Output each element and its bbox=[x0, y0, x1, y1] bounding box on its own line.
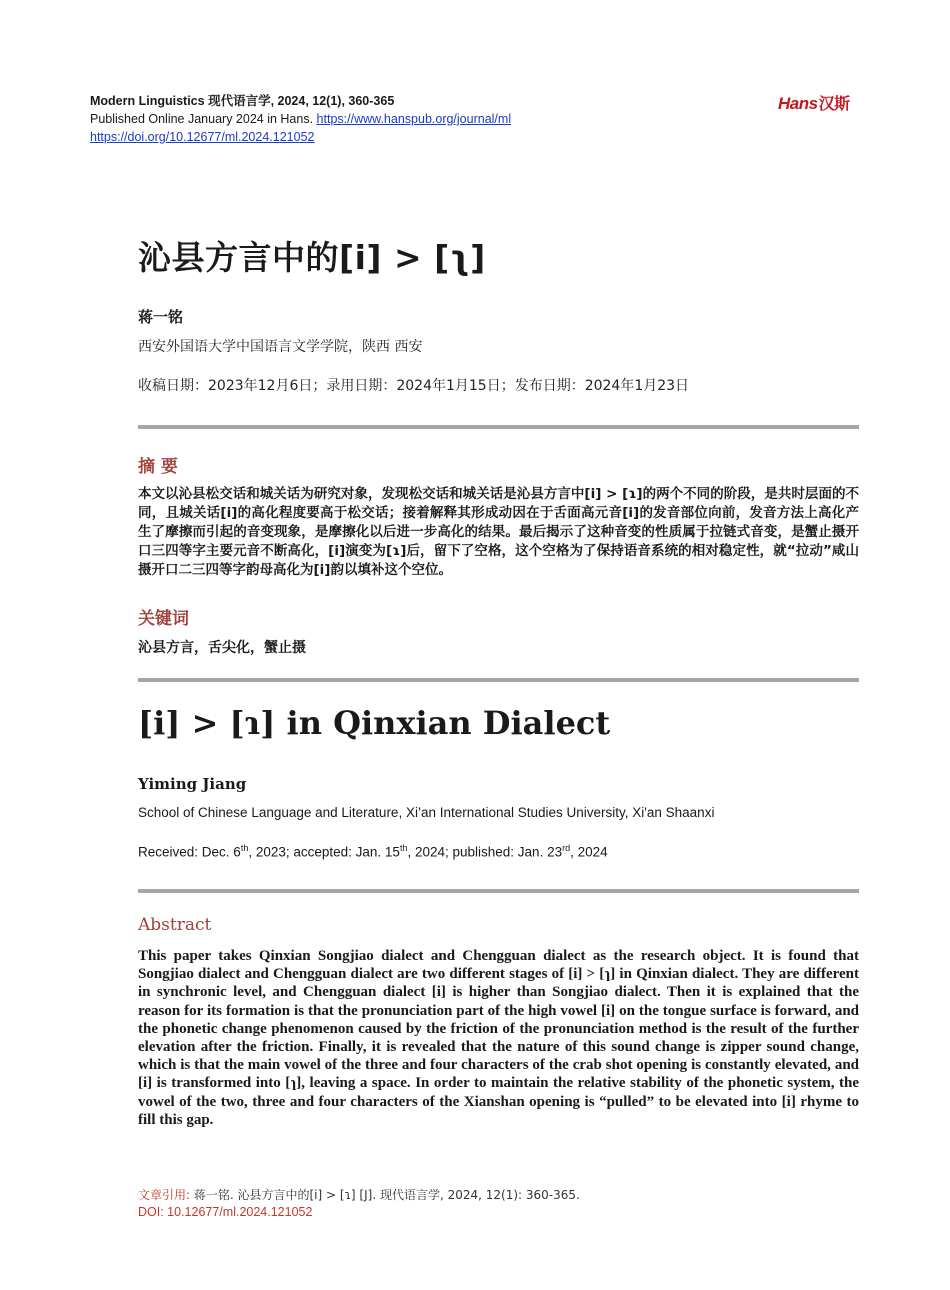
logo-latin: Hans bbox=[778, 94, 818, 113]
journal-header bbox=[90, 92, 870, 146]
citation-doi: DOI: 10.12677/ml.2024.121052 bbox=[138, 1205, 313, 1219]
journal-citation-line bbox=[90, 92, 870, 110]
page-title-en: [i] > [ɿ] in Qinxian Dialect bbox=[138, 704, 611, 742]
journal-cn-citation: 现代语言学, 2024, 12(1), 360-365 bbox=[208, 94, 395, 108]
affiliation-en: School of Chinese Language and Literature, Xi’an International Studies University, Xi'an Shaanxi bbox=[138, 805, 715, 820]
page-title-cn: 沁县方言中的[i] > [ʅ] bbox=[138, 238, 486, 277]
keywords-cn: 沁县方言，舌尖化，蟹止摄 bbox=[138, 640, 306, 656]
journal-url-link[interactable]: https://www.hanspub.org/journal/ml bbox=[316, 112, 512, 126]
author-cn: 蒋一铭 bbox=[138, 308, 184, 326]
dates-cn: 收稿日期：2023年12月6日；录用日期：2024年1月15日；发布日期：2024年1月23日 bbox=[138, 378, 690, 394]
divider-bottom bbox=[138, 889, 859, 893]
dates-en: Received: Dec. 6th, 2023; accepted: Jan. 15th, 2024; published: Jan. 23rd, 2024 bbox=[138, 843, 608, 860]
abstract-heading-en: Abstract bbox=[138, 915, 212, 935]
logo-cn: 汉斯 bbox=[818, 96, 850, 113]
affiliation-cn: 西安外国语大学中国语言文学学院，陕西 西安 bbox=[138, 339, 423, 355]
divider-middle bbox=[138, 678, 859, 682]
divider-top bbox=[138, 425, 859, 429]
published-line bbox=[90, 110, 870, 128]
doi-url-link[interactable]: https://doi.org/10.12677/ml.2024.121052 bbox=[90, 130, 315, 144]
hans-logo bbox=[778, 91, 850, 114]
keywords-heading-cn: 关键词 bbox=[138, 609, 189, 629]
abstract-en: This paper takes Qinxian Songjiao dialect and Chengguan dialect as the research object. It is found that Songjiao dialect and Chengguan dialect are two different stages of [i] > [ɿ] in Qinxian dialect. They are different in synchronic level, and Chengguan dialect [i] is higher than Songjiao dialect. Then it is explained that the reason for its formation is that the pronunciation part of the high vowel [i] on the tongue surface is forward, and the phonetic change phenomenon caused by the friction of the pronunciation method is the result of the further elevation after the friction. Finally, it is revealed that the nature of this sound change is zipper sound change, which is that the main vowel of the three and four characters of the crab shot opening is constantly elevated, and [i] is transformed into [ɿ], leaving a space. In order to maintain the relative stability of the phonetic system, the vowel of the two, three and four characters of the Xianshan opening is “pulled” to be elevated into [i] rhyme to fill this gap. bbox=[138, 948, 859, 1128]
author-en: Yiming Jiang bbox=[138, 775, 247, 793]
abstract-heading-cn: 摘 要 bbox=[138, 457, 178, 477]
journal-name: Modern Linguistics bbox=[90, 94, 205, 108]
citation-label: 文章引用: bbox=[138, 1188, 191, 1202]
abstract-cn: 本文以沁县松交话和城关话为研究对象，发现松交话和城关话是沁县方言中[i] > [ɿ]的两个不同的阶段，是共时层面的不同，且城关话[i]的高化程度要高于松交话；接着解释其形成动因在于舌面高元音[i]的发音部位向前，发音方法上高化产生了摩擦而引起的音变现象，是摩擦化以后进一步高化的结果。最后揭示了这种音变的性质属于拉链式音变，是蟹止摄开口三四等字主要元音不断高化，[i]演变为[ɿ]后，留下了空格，这个空格为了保持语音系统的相对稳定性，就“拉动”咸山摄开口二三四等字韵母高化为[i]韵以填补这个空位。 bbox=[138, 486, 859, 578]
published-text: Published Online January 2024 in Hans. bbox=[90, 112, 314, 126]
citation bbox=[138, 1186, 580, 1203]
citation-text: 蒋一铭. 沁县方言中的[i] > [ɿ] [J]. 现代语言学, 2024, 12(1): 360-365. bbox=[193, 1188, 580, 1202]
